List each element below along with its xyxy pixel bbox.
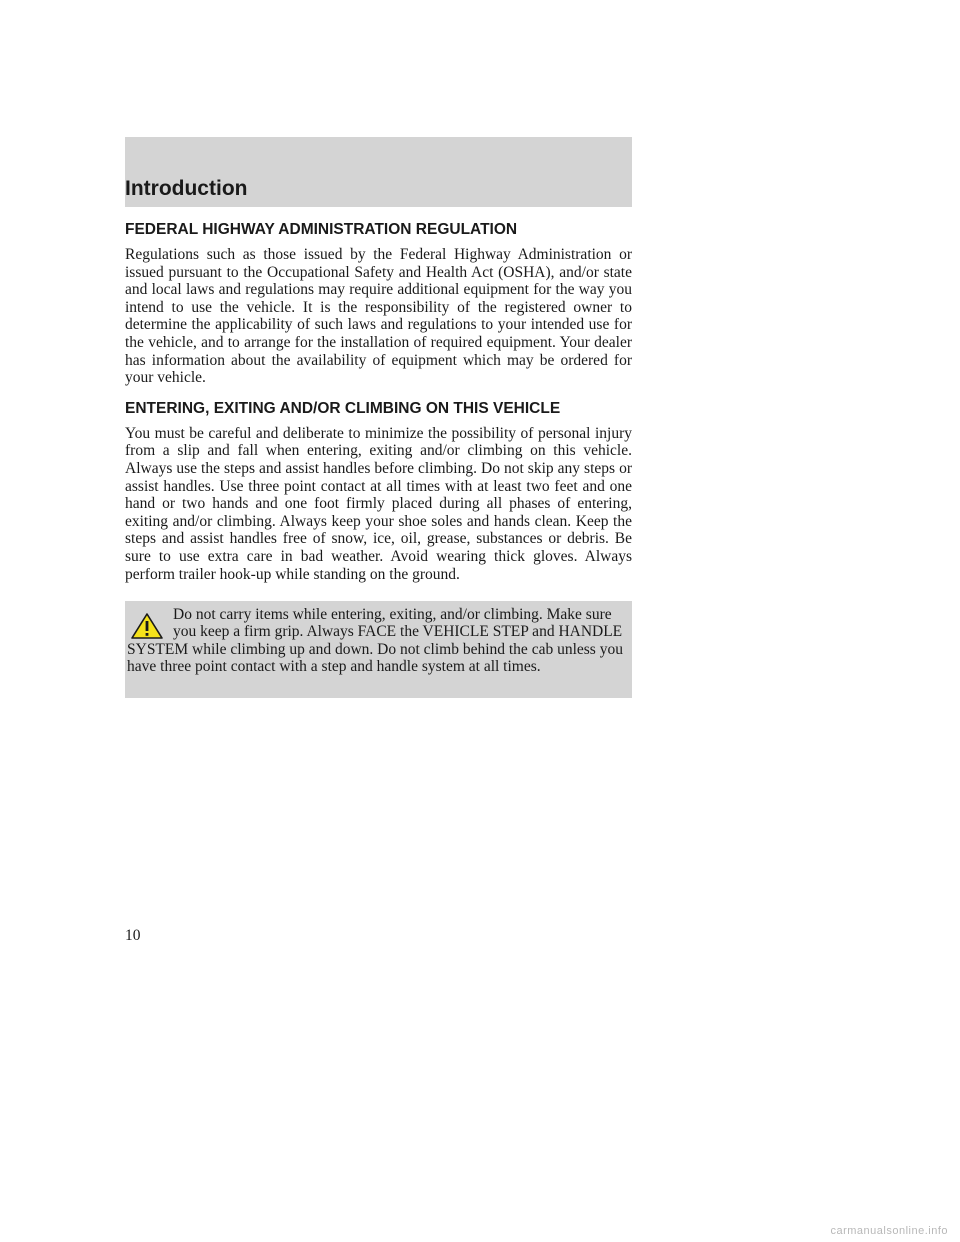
page-number: 10 — [125, 927, 141, 944]
paragraph-fhwa-regulation: Regulations such as those issued by the Federal Highway Administration or issued pursuant to the Occupational Safety and Health Act (OSHA), and/or state and local laws and regulations may require additional equipment for the way you intend to use the vehicle. It is the responsibility of the registered owner to determine the applicability of such laws and regulations to your intended use for the vehicle, and to arrange for the installation of required equipment. Your dealer has information about the availability of equipment which may be ordered for your vehicle. — [125, 246, 632, 387]
page-content — [125, 220, 632, 583]
heading-fhwa-regulation: FEDERAL HIGHWAY ADMINISTRATION REGULATION — [125, 221, 518, 238]
warning-text-body: Do not carry items while entering, exiting, and/or climbing. Make sure you keep a firm grip. Always FACE the VEHICLE STEP and HANDLE SYSTEM while climbing up and down. Do not climb behind the cab unless you have three point contact with a step and handle system at all times. — [127, 606, 623, 676]
site-watermark: carmanualsonline.info — [830, 1225, 948, 1237]
paragraph-entering-exiting: You must be careful and deliberate to minimize the possibility of personal injury from a slip and fall when entering, exiting and/or climbing on this vehicle. Always use the steps and assist handles before climbing. Do not skip any steps or assist handles. Use three point contact at all times with at least two feet and one hand or two hands and one foot firmly placed during all phases of entering, exiting and/or climbing. Always keep your shoe soles and hands clean. Keep the steps and assist handles free of snow, ice, oil, grease, substances or debris. Be sure to use extra care in bad weather. Avoid wearing thick gloves. Always perform trailer hook-up while standing on the ground. — [125, 424, 632, 583]
page-section-title: Introduction — [125, 177, 248, 200]
heading-entering-exiting: ENTERING, EXITING AND/OR CLIMBING ON THIS VEHICLE — [125, 399, 561, 417]
warning-text — [127, 606, 627, 676]
